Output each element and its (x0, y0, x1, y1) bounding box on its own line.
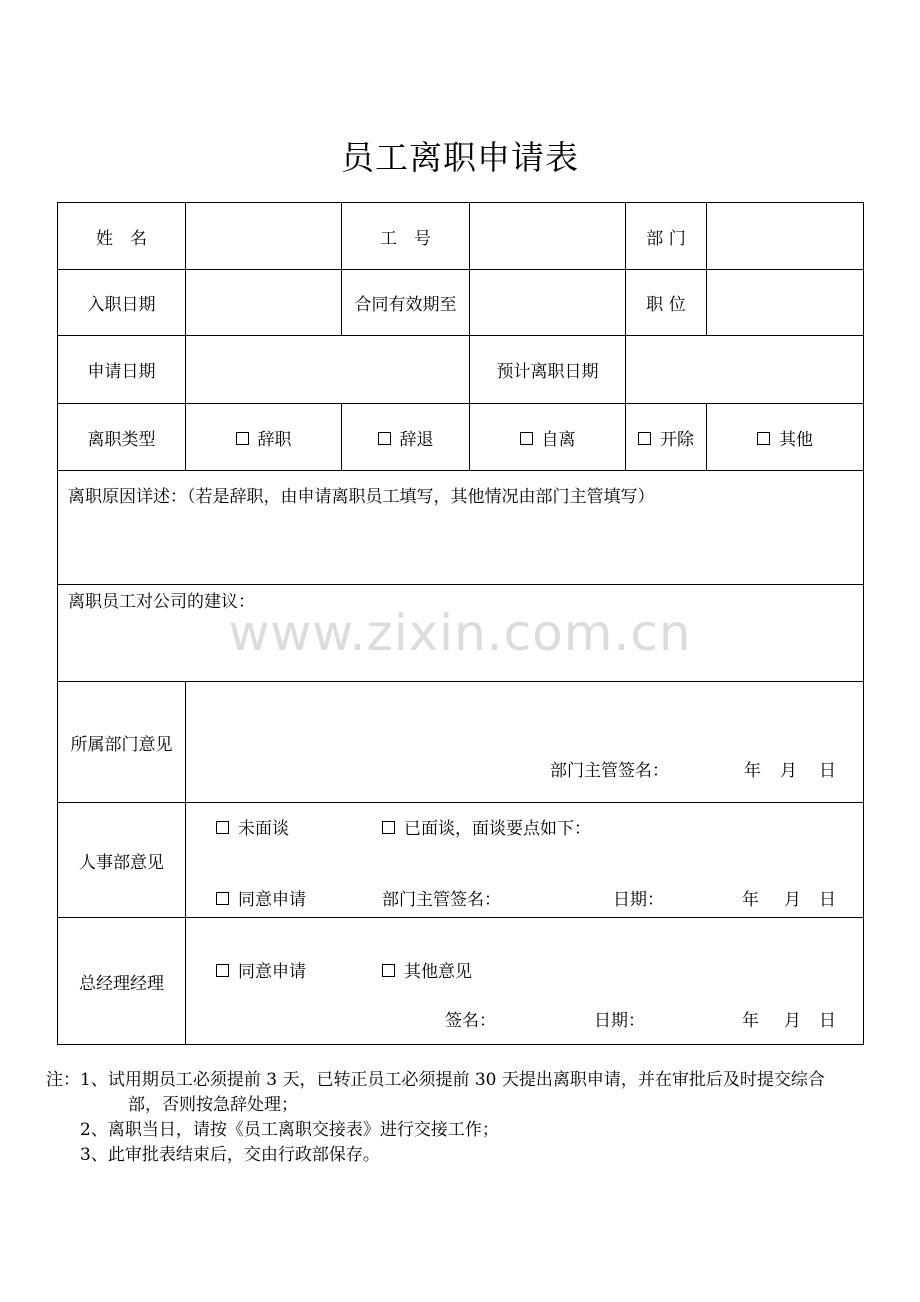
hire-date-label: 入职日期 (58, 270, 186, 336)
hr-supervisor-sign-label: 部门主管签名： (382, 890, 501, 910)
planned-leave-date-label: 预计离职日期 (470, 336, 626, 404)
department-label: 部 门 (626, 203, 707, 270)
page-title: 员工离职申请表 (341, 138, 579, 177)
suggestion-field[interactable] (58, 585, 864, 682)
hr-agree-option[interactable]: 同意申请 (216, 885, 306, 910)
employee-id-label: 工 号 (342, 203, 470, 270)
reason-label: 离职原因详述：（若是辞职，由申请离职员工填写，其他情况由部门主管填写） (68, 487, 655, 507)
note-line-3: 3、此审批表结束后，交由行政部保存。 (80, 1145, 380, 1165)
contract-expiry-label: 合同有效期至 (342, 270, 470, 336)
resignation-form-table (57, 202, 864, 1045)
checkbox-icon[interactable] (216, 892, 229, 905)
checkbox-icon[interactable] (638, 432, 651, 445)
position-field[interactable] (707, 270, 864, 336)
name-label: 姓 名 (58, 203, 186, 270)
row-leave-type (58, 404, 864, 471)
year-label: 年 (742, 1011, 759, 1031)
row-dept-opinion (58, 682, 864, 803)
note-line-1-cont: 部，否则按急辞处理； (128, 1095, 298, 1115)
option-resign[interactable]: 辞职 (186, 404, 342, 471)
gm-opinion-field[interactable] (186, 918, 864, 1045)
position-label: 职 位 (626, 270, 707, 336)
checkbox-icon[interactable] (378, 432, 391, 445)
row-employment-info (58, 270, 864, 336)
day-label: 日 (819, 890, 836, 910)
hr-date-label: 日期： (613, 890, 664, 910)
hr-opinion-field[interactable] (186, 803, 864, 918)
watermark: www.zixin.com.cn (228, 604, 692, 662)
year-label: 年 (742, 890, 759, 910)
note-line-2: 2、离职当日，请按《员工离职交接表》进行交接工作； (80, 1120, 499, 1140)
option-other[interactable]: 其他 (707, 404, 864, 471)
checkbox-icon[interactable] (382, 821, 395, 834)
suggestion-label: 离职员工对公司的建议： (68, 592, 255, 612)
option-self-leave[interactable]: 自离 (470, 404, 626, 471)
month-label: 月 (780, 761, 797, 781)
gm-sign-label: 签名： (445, 1011, 496, 1031)
row-basic-info (58, 203, 864, 270)
notes (46, 1068, 886, 1168)
hr-opinion-label: 人事部意见 (58, 803, 186, 918)
gm-other-option[interactable]: 其他意见 (382, 957, 472, 982)
hire-date-field[interactable] (186, 270, 342, 336)
planned-leave-date-field[interactable] (626, 336, 864, 404)
checkbox-icon[interactable] (216, 821, 229, 834)
gm-date-label: 日期： (594, 1011, 645, 1031)
year-label: 年 (744, 761, 761, 781)
row-dates (58, 336, 864, 404)
name-field[interactable] (186, 203, 342, 270)
month-label: 月 (784, 1011, 801, 1031)
dept-opinion-label: 所属部门意见 (58, 682, 186, 803)
checkbox-icon[interactable] (757, 432, 770, 445)
option-fired[interactable]: 开除 (626, 404, 707, 471)
month-label: 月 (784, 890, 801, 910)
dept-opinion-field[interactable] (186, 682, 864, 803)
apply-date-label: 申请日期 (58, 336, 186, 404)
leave-type-label: 离职类型 (58, 404, 186, 471)
checkbox-icon[interactable] (382, 964, 395, 977)
apply-date-field[interactable] (186, 336, 470, 404)
day-label: 日 (819, 1011, 836, 1031)
row-suggestion (58, 585, 864, 682)
dept-supervisor-sign-label: 部门主管签名： (550, 761, 669, 781)
checkbox-icon[interactable] (236, 432, 249, 445)
interviewed-option[interactable]: 已面谈，面谈要点如下： (382, 814, 591, 839)
row-hr-opinion (58, 803, 864, 918)
not-interviewed-option[interactable]: 未面谈 (216, 814, 289, 839)
reason-field[interactable] (58, 471, 864, 585)
department-field[interactable] (707, 203, 864, 270)
checkbox-icon[interactable] (520, 432, 533, 445)
option-dismissed[interactable]: 辞退 (342, 404, 470, 471)
day-label: 日 (819, 761, 836, 781)
note-line-1: 注：1、试用期员工必须提前 3 天，已转正员工必须提前 30 天提出离职申请，并在审批后及时提交综合 (46, 1070, 825, 1090)
gm-agree-option[interactable]: 同意申请 (216, 957, 306, 982)
contract-expiry-field[interactable] (470, 270, 626, 336)
row-gm-opinion (58, 918, 864, 1045)
gm-opinion-label: 总经理经理 (58, 918, 186, 1045)
row-reason (58, 471, 864, 585)
checkbox-icon[interactable] (216, 964, 229, 977)
employee-id-field[interactable] (470, 203, 626, 270)
